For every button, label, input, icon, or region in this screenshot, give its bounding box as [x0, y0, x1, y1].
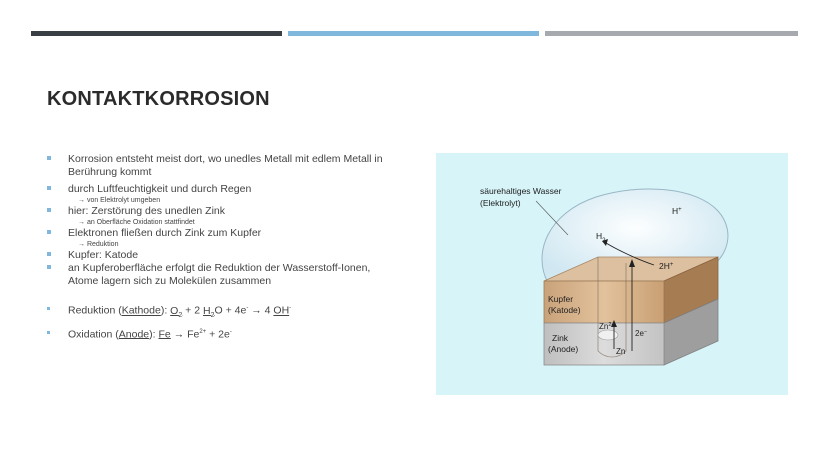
- h-plus-label: H+: [672, 206, 682, 216]
- kupfer-label-2: (Katode): [548, 305, 581, 315]
- bullet-marker: [47, 252, 51, 256]
- bullet-item: an Kupferoberfläche erfolgt die Reduktion der Wasserstoff-Ionen, Atome lagern sich zu Molekülen zusammen: [47, 262, 387, 288]
- zink-label-2: (Anode): [548, 344, 579, 354]
- bullet-marker: [47, 186, 51, 190]
- bullet-item: hier: Zerstörung des unedlen Zink → an Oberfläche Oxidation stattfindet: [47, 205, 387, 227]
- zn-dissolution: [598, 330, 618, 340]
- bullet-item: Elektronen fließen durch Zink zum Kupfer → Reduktion: [47, 227, 387, 249]
- bullet-list: [47, 153, 387, 341]
- bullet-marker: [47, 307, 50, 310]
- bullet-sub: → an Oberfläche Oxidation stattfindet: [78, 219, 195, 226]
- slide-title: KONTAKTKORROSION: [47, 88, 270, 110]
- bullet-sub: → von Elektrolyt umgeben: [78, 197, 161, 204]
- two-e-label: 2e−: [635, 329, 648, 338]
- bullet-item: Korrosion entsteht meist dort, wo unedles Metall mit edlem Metall in Berührung kommt: [47, 153, 387, 179]
- bullet-marker: [47, 331, 50, 334]
- zink-label-1: Zink: [552, 333, 569, 343]
- zn-label: Zn: [616, 347, 626, 356]
- h2-label: $H_2$: [596, 231, 606, 244]
- contact-corrosion-diagram: [436, 153, 788, 395]
- bullet-marker: [47, 156, 51, 160]
- bullet-marker: [47, 265, 51, 269]
- diagram-svg: [436, 153, 788, 395]
- water-label-1: säurehaltiges Wasser: [480, 186, 562, 196]
- bullet-marker: [47, 208, 51, 212]
- kupfer-label-1: Kupfer: [548, 294, 574, 304]
- bullet-item: durch Luftfeuchtigkeit und durch Regen → von Elektrolyt umgeben: [47, 183, 387, 205]
- bullet-sub: → Reduktion: [78, 241, 119, 248]
- bullet-item: Kupfer: Katode: [47, 249, 387, 262]
- equation-reduktion: Reduktion (Kathode): $O_2 + 2$ $H_2O + 4e^- \to 4$ OH-: [47, 302, 387, 322]
- accent-bar-gray: [545, 31, 798, 36]
- accent-bar-blue: [288, 31, 539, 36]
- accent-bar-dark: [31, 31, 282, 36]
- bullet-marker: [47, 230, 51, 234]
- two-h-label: 2H+: [659, 261, 674, 271]
- equation-oxidation: Oxidation (Anode): $Fe \to Fe^{2+} + 2e^-$: [47, 326, 387, 342]
- zn2-label: $Zn^{2+}$: [599, 322, 615, 331]
- water-label-2: (Elektrolyt): [480, 198, 521, 208]
